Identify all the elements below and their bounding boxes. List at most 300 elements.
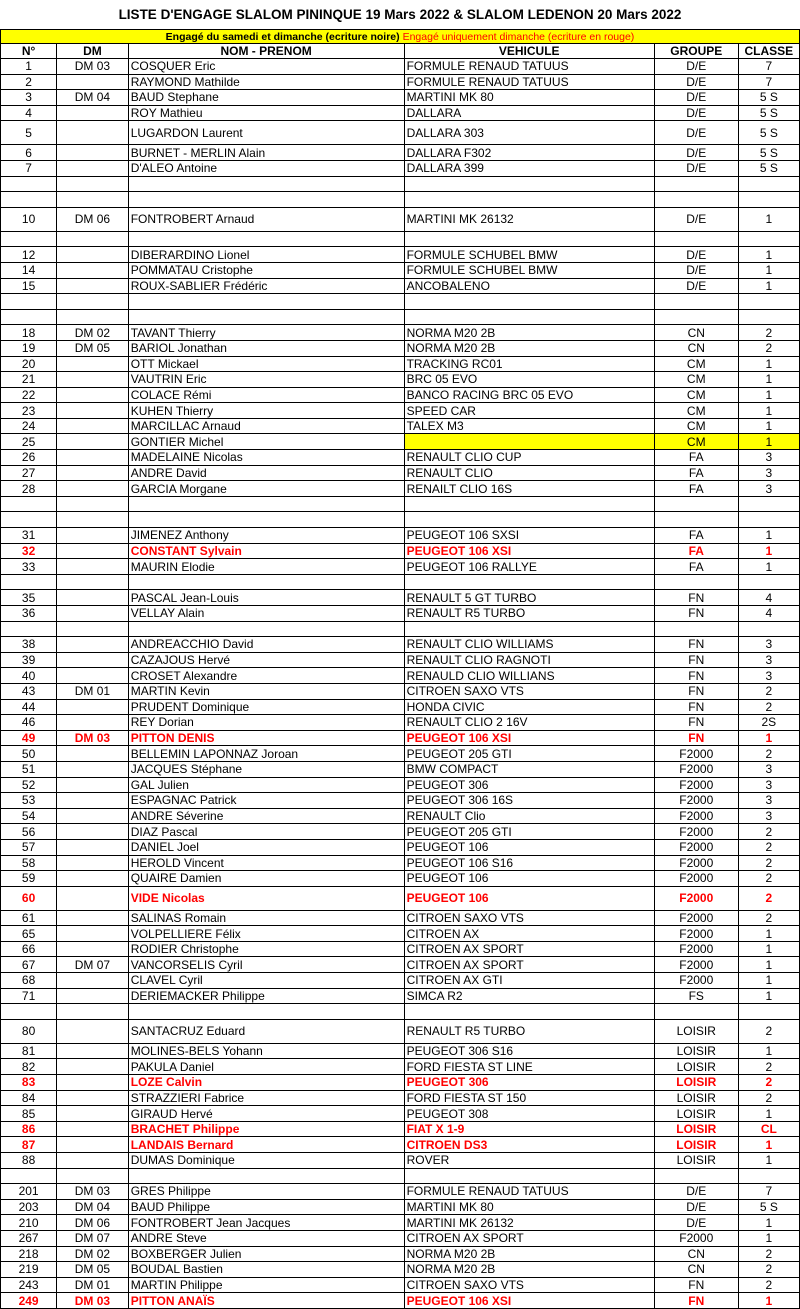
table-row	[1, 910, 800, 926]
cell-dm	[57, 145, 129, 161]
table-row	[1, 309, 800, 325]
cell-class: 1	[738, 528, 799, 544]
table-row	[1, 957, 800, 973]
cell-number: 7	[1, 160, 57, 176]
cell-number: 65	[1, 926, 57, 942]
cell-group	[654, 621, 738, 637]
cell-vehicle: PEUGEOT 106 XSI	[404, 730, 654, 746]
cell-group: F2000	[654, 941, 738, 957]
cell-dm	[57, 926, 129, 942]
cell-vehicle: PEUGEOT 306	[404, 777, 654, 793]
cell-name: MAURIN Elodie	[128, 559, 404, 575]
cell-vehicle: RENAULT CLIO 2 16V	[404, 715, 654, 731]
table-row	[1, 90, 800, 106]
table-row	[1, 294, 800, 310]
cell-number: 61	[1, 910, 57, 926]
cell-class: 5 S	[738, 90, 799, 106]
cell-vehicle: HONDA CIVIC	[404, 699, 654, 715]
cell-vehicle: PEUGEOT 106	[404, 886, 654, 910]
cell-name: OTT Mickael	[128, 356, 404, 372]
cell-group: FS	[654, 988, 738, 1004]
cell-vehicle	[404, 176, 654, 192]
table-row	[1, 1043, 800, 1059]
cell-name: MARTIN Philippe	[128, 1277, 404, 1293]
cell-class: 5 S	[738, 121, 799, 145]
cell-class: 1	[738, 926, 799, 942]
cell-name: MADELAINE Nicolas	[128, 450, 404, 466]
cell-group: FN	[654, 590, 738, 606]
cell-dm	[57, 160, 129, 176]
table-row	[1, 606, 800, 622]
cell-dm	[57, 1153, 129, 1169]
table-row	[1, 637, 800, 653]
cell-dm: DM 04	[57, 1199, 129, 1215]
cell-dm	[57, 1019, 129, 1043]
table-row	[1, 325, 800, 341]
cell-vehicle: CITROEN AX SPORT	[404, 1230, 654, 1246]
cell-name	[128, 231, 404, 247]
cell-vehicle: FORMULE SCHUBEL BMW	[404, 247, 654, 263]
cell-vehicle: BRC 05 EVO	[404, 372, 654, 388]
cell-dm	[57, 1004, 129, 1020]
cell-class: 1	[738, 543, 799, 559]
cell-group: D/E	[654, 59, 738, 75]
cell-number: 87	[1, 1137, 57, 1153]
cell-group: LOISIR	[654, 1106, 738, 1122]
cell-name	[128, 621, 404, 637]
table-row	[1, 512, 800, 528]
cell-name: VAUTRIN Eric	[128, 372, 404, 388]
cell-class: 1	[738, 1293, 799, 1309]
cell-vehicle: FORMULE RENAUD TATUUS	[404, 59, 654, 75]
cell-vehicle: NORMA M20 2B	[404, 1246, 654, 1262]
cell-name	[128, 1168, 404, 1184]
table-row	[1, 1090, 800, 1106]
cell-class: 2	[738, 683, 799, 699]
cell-number: 6	[1, 145, 57, 161]
cell-vehicle	[404, 1168, 654, 1184]
cell-vehicle: FORD FIESTA ST 150	[404, 1090, 654, 1106]
cell-vehicle: RENAULT 5 GT TURBO	[404, 590, 654, 606]
table-row	[1, 926, 800, 942]
cell-dm: DM 06	[57, 207, 129, 231]
cell-number: 31	[1, 528, 57, 544]
cell-vehicle	[404, 294, 654, 310]
cell-vehicle: BMW COMPACT	[404, 761, 654, 777]
cell-name: PAKULA Daniel	[128, 1059, 404, 1075]
cell-dm: DM 03	[57, 1293, 129, 1309]
cell-group: LOISIR	[654, 1121, 738, 1137]
cell-class: 1	[738, 1137, 799, 1153]
cell-class: 3	[738, 481, 799, 497]
cell-vehicle	[404, 574, 654, 590]
cell-dm	[57, 559, 129, 575]
cell-number: 49	[1, 730, 57, 746]
cell-number: 33	[1, 559, 57, 575]
cell-group: D/E	[654, 1199, 738, 1215]
cell-class: 3	[738, 450, 799, 466]
table-row	[1, 1246, 800, 1262]
cell-name: GONTIER Michel	[128, 434, 404, 450]
table-row	[1, 973, 800, 989]
cell-group: FN	[654, 730, 738, 746]
cell-group: CN	[654, 1246, 738, 1262]
cell-vehicle: FORMULE RENAUD TATUUS	[404, 1184, 654, 1200]
table-row	[1, 1137, 800, 1153]
table-row	[1, 855, 800, 871]
header-group: GROUPE	[654, 44, 738, 59]
cell-name: LOZE Calvin	[128, 1075, 404, 1091]
table-row	[1, 176, 800, 192]
cell-class: 2S	[738, 715, 799, 731]
cell-group: FA	[654, 528, 738, 544]
table-row	[1, 207, 800, 231]
cell-number: 10	[1, 207, 57, 231]
cell-class: 5 S	[738, 145, 799, 161]
cell-group: F2000	[654, 957, 738, 973]
cell-number: 19	[1, 340, 57, 356]
table-row	[1, 262, 800, 278]
cell-name: STRAZZIERI Fabrice	[128, 1090, 404, 1106]
cell-name: CONSTANT Sylvain	[128, 543, 404, 559]
table-row	[1, 1293, 800, 1309]
cell-name: SANTACRUZ Eduard	[128, 1019, 404, 1043]
cell-dm: DM 06	[57, 1215, 129, 1231]
cell-group: LOISIR	[654, 1059, 738, 1075]
cell-class: 1	[738, 559, 799, 575]
table-row	[1, 145, 800, 161]
cell-number: 67	[1, 957, 57, 973]
cell-vehicle: TALEX M3	[404, 418, 654, 434]
cell-name: LUGARDON Laurent	[128, 121, 404, 145]
cell-class	[738, 176, 799, 192]
cell-class: 1	[738, 418, 799, 434]
cell-number: 5	[1, 121, 57, 145]
cell-class: 1	[738, 278, 799, 294]
cell-name: ANDREACCHIO David	[128, 637, 404, 653]
cell-vehicle: PEUGEOT 205 GTI	[404, 746, 654, 762]
cell-group: FA	[654, 543, 738, 559]
cell-class: 5 S	[738, 160, 799, 176]
cell-group: CN	[654, 340, 738, 356]
cell-group	[654, 309, 738, 325]
cell-group	[654, 574, 738, 590]
cell-class: 2	[738, 1090, 799, 1106]
table-row	[1, 340, 800, 356]
cell-class: 2	[738, 1246, 799, 1262]
table-row	[1, 1230, 800, 1246]
cell-vehicle	[404, 621, 654, 637]
cell-number: 201	[1, 1184, 57, 1200]
cell-vehicle	[404, 434, 654, 450]
cell-group: D/E	[654, 207, 738, 231]
cell-group: FA	[654, 481, 738, 497]
cell-vehicle: RENAULD CLIO WILLIANS	[404, 668, 654, 684]
cell-group	[654, 496, 738, 512]
table-row	[1, 715, 800, 731]
table-row	[1, 761, 800, 777]
cell-group: D/E	[654, 1184, 738, 1200]
cell-name: BAUD Philippe	[128, 1199, 404, 1215]
cell-group: F2000	[654, 793, 738, 809]
cell-vehicle: PEUGEOT 106	[404, 839, 654, 855]
table-row	[1, 528, 800, 544]
cell-dm	[57, 824, 129, 840]
cell-group: D/E	[654, 160, 738, 176]
cell-vehicle: PEUGEOT 106 XSI	[404, 1293, 654, 1309]
cell-number: 12	[1, 247, 57, 263]
table-row	[1, 247, 800, 263]
cell-group: FA	[654, 465, 738, 481]
cell-number	[1, 621, 57, 637]
cell-class: 1	[738, 207, 799, 231]
cell-name: POMMATAU Cristophe	[128, 262, 404, 278]
cell-dm	[57, 1121, 129, 1137]
legend-black: Engagé du samedi et dimanche (ecriture noire)	[165, 31, 400, 43]
cell-dm	[57, 1075, 129, 1091]
cell-class: 2	[738, 746, 799, 762]
cell-number: 50	[1, 746, 57, 762]
cell-vehicle: PEUGEOT 306	[404, 1075, 654, 1091]
cell-dm	[57, 1059, 129, 1075]
cell-vehicle: RENAULT R5 TURBO	[404, 1019, 654, 1043]
cell-group	[654, 1004, 738, 1020]
cell-vehicle: PEUGEOT 106 XSI	[404, 543, 654, 559]
cell-group: CM	[654, 403, 738, 419]
cell-name	[128, 1004, 404, 1020]
cell-class: 1	[738, 403, 799, 419]
table-row	[1, 746, 800, 762]
cell-class: 2	[738, 340, 799, 356]
cell-name	[128, 309, 404, 325]
cell-vehicle: PEUGEOT 106	[404, 871, 654, 887]
cell-vehicle: DALLARA	[404, 105, 654, 121]
cell-name: CAZAJOUS Hervé	[128, 652, 404, 668]
cell-class	[738, 496, 799, 512]
cell-number: 53	[1, 793, 57, 809]
cell-name: FONTROBERT Arnaud	[128, 207, 404, 231]
cell-class	[738, 192, 799, 208]
cell-class: 1	[738, 988, 799, 1004]
cell-name	[128, 512, 404, 528]
cell-vehicle: TRACKING RC01	[404, 356, 654, 372]
table-row	[1, 231, 800, 247]
cell-name: BAUD Stephane	[128, 90, 404, 106]
cell-group: CM	[654, 418, 738, 434]
cell-vehicle: DALLARA 303	[404, 121, 654, 145]
header-name: NOM - PRENOM	[128, 44, 404, 59]
cell-group: CM	[654, 372, 738, 388]
cell-class: CL	[738, 1121, 799, 1137]
cell-dm	[57, 387, 129, 403]
cell-class: 2	[738, 839, 799, 855]
cell-dm	[57, 941, 129, 957]
cell-number: 84	[1, 1090, 57, 1106]
cell-vehicle: CITROEN AX SPORT	[404, 941, 654, 957]
cell-number	[1, 512, 57, 528]
table-row	[1, 777, 800, 793]
cell-dm	[57, 574, 129, 590]
table-row	[1, 59, 800, 75]
cell-name: CLAVEL Cyril	[128, 973, 404, 989]
cell-dm: DM 02	[57, 325, 129, 341]
cell-name: FONTROBERT Jean Jacques	[128, 1215, 404, 1231]
cell-vehicle: CITROEN AX GTI	[404, 973, 654, 989]
cell-number: 18	[1, 325, 57, 341]
cell-dm	[57, 973, 129, 989]
table-row	[1, 730, 800, 746]
cell-number: 59	[1, 871, 57, 887]
cell-name: COLACE Rémi	[128, 387, 404, 403]
table-row	[1, 160, 800, 176]
cell-number: 35	[1, 590, 57, 606]
cell-vehicle: CITROEN SAXO VTS	[404, 1277, 654, 1293]
cell-dm	[57, 746, 129, 762]
cell-name: VOLPELLIERE Félix	[128, 926, 404, 942]
cell-vehicle: RENAULT R5 TURBO	[404, 606, 654, 622]
cell-dm	[57, 262, 129, 278]
cell-class: 2	[738, 855, 799, 871]
cell-number	[1, 294, 57, 310]
cell-name: ROUX-SABLIER Frédéric	[128, 278, 404, 294]
cell-dm: DM 03	[57, 1184, 129, 1200]
cell-number: 68	[1, 973, 57, 989]
cell-dm	[57, 1168, 129, 1184]
cell-class: 7	[738, 74, 799, 90]
cell-number: 2	[1, 74, 57, 90]
cell-vehicle: PEUGEOT 308	[404, 1106, 654, 1122]
table-row	[1, 683, 800, 699]
cell-class: 7	[738, 1184, 799, 1200]
cell-number: 38	[1, 637, 57, 653]
cell-group: FN	[654, 1277, 738, 1293]
cell-group: FN	[654, 668, 738, 684]
cell-dm	[57, 403, 129, 419]
cell-vehicle	[404, 512, 654, 528]
cell-dm	[57, 1043, 129, 1059]
cell-name: VELLAY Alain	[128, 606, 404, 622]
cell-number: 66	[1, 941, 57, 957]
table-row	[1, 1059, 800, 1075]
cell-number: 20	[1, 356, 57, 372]
cell-group: F2000	[654, 808, 738, 824]
cell-dm	[57, 855, 129, 871]
cell-class	[738, 309, 799, 325]
cell-number	[1, 309, 57, 325]
cell-class: 1	[738, 356, 799, 372]
cell-dm	[57, 652, 129, 668]
cell-group: CM	[654, 387, 738, 403]
cell-class: 2	[738, 1075, 799, 1091]
table-row	[1, 793, 800, 809]
cell-name	[128, 192, 404, 208]
cell-dm	[57, 886, 129, 910]
cell-class: 4	[738, 590, 799, 606]
cell-group: D/E	[654, 145, 738, 161]
cell-dm	[57, 356, 129, 372]
cell-name	[128, 496, 404, 512]
cell-group: F2000	[654, 871, 738, 887]
table-row	[1, 590, 800, 606]
cell-class: 4	[738, 606, 799, 622]
cell-number: 85	[1, 1106, 57, 1122]
cell-class: 2	[738, 325, 799, 341]
cell-dm	[57, 372, 129, 388]
cell-dm	[57, 910, 129, 926]
cell-vehicle	[404, 231, 654, 247]
cell-dm	[57, 808, 129, 824]
table-row	[1, 450, 800, 466]
cell-name: LANDAIS Bernard	[128, 1137, 404, 1153]
cell-group	[654, 231, 738, 247]
cell-vehicle: FORMULE RENAUD TATUUS	[404, 74, 654, 90]
table-row	[1, 465, 800, 481]
cell-class: 1	[738, 973, 799, 989]
cell-class	[738, 1004, 799, 1020]
cell-dm	[57, 176, 129, 192]
cell-name: ANDRE Séverine	[128, 808, 404, 824]
table-row	[1, 839, 800, 855]
cell-number: 21	[1, 372, 57, 388]
cell-name: HEROLD Vincent	[128, 855, 404, 871]
cell-class: 2	[738, 910, 799, 926]
table-row	[1, 1262, 800, 1278]
cell-name: DUMAS Dominique	[128, 1153, 404, 1169]
entry-table	[0, 43, 800, 1309]
cell-dm	[57, 481, 129, 497]
cell-name: BURNET - MERLIN Alain	[128, 145, 404, 161]
cell-name: JACQUES Stéphane	[128, 761, 404, 777]
cell-dm	[57, 465, 129, 481]
cell-number: 267	[1, 1230, 57, 1246]
cell-number	[1, 496, 57, 512]
cell-group: LOISIR	[654, 1019, 738, 1043]
cell-name: COSQUER Eric	[128, 59, 404, 75]
cell-class: 2	[738, 824, 799, 840]
table-row	[1, 1004, 800, 1020]
cell-vehicle: PEUGEOT 106 RALLYE	[404, 559, 654, 575]
cell-group: FA	[654, 450, 738, 466]
cell-name: RODIER Christophe	[128, 941, 404, 957]
cell-number	[1, 1004, 57, 1020]
cell-number: 218	[1, 1246, 57, 1262]
cell-vehicle: MARTINI MK 26132	[404, 207, 654, 231]
cell-number	[1, 1168, 57, 1184]
cell-class: 7	[738, 59, 799, 75]
cell-class	[738, 621, 799, 637]
cell-number: 56	[1, 824, 57, 840]
cell-dm	[57, 543, 129, 559]
cell-number: 249	[1, 1293, 57, 1309]
cell-dm	[57, 777, 129, 793]
cell-group: FN	[654, 715, 738, 731]
cell-dm	[57, 621, 129, 637]
cell-group	[654, 512, 738, 528]
table-row	[1, 543, 800, 559]
cell-dm	[57, 496, 129, 512]
cell-vehicle: DALLARA 399	[404, 160, 654, 176]
cell-group: F2000	[654, 973, 738, 989]
cell-number: 23	[1, 403, 57, 419]
cell-vehicle: RENAULT CLIO	[404, 465, 654, 481]
cell-vehicle: RENAULT CLIO WILLIAMS	[404, 637, 654, 653]
cell-vehicle: SIMCA R2	[404, 988, 654, 1004]
header-dm: DM	[57, 44, 129, 59]
cell-number: 3	[1, 90, 57, 106]
cell-number: 83	[1, 1075, 57, 1091]
cell-number: 4	[1, 105, 57, 121]
cell-vehicle: FIAT X 1-9	[404, 1121, 654, 1137]
